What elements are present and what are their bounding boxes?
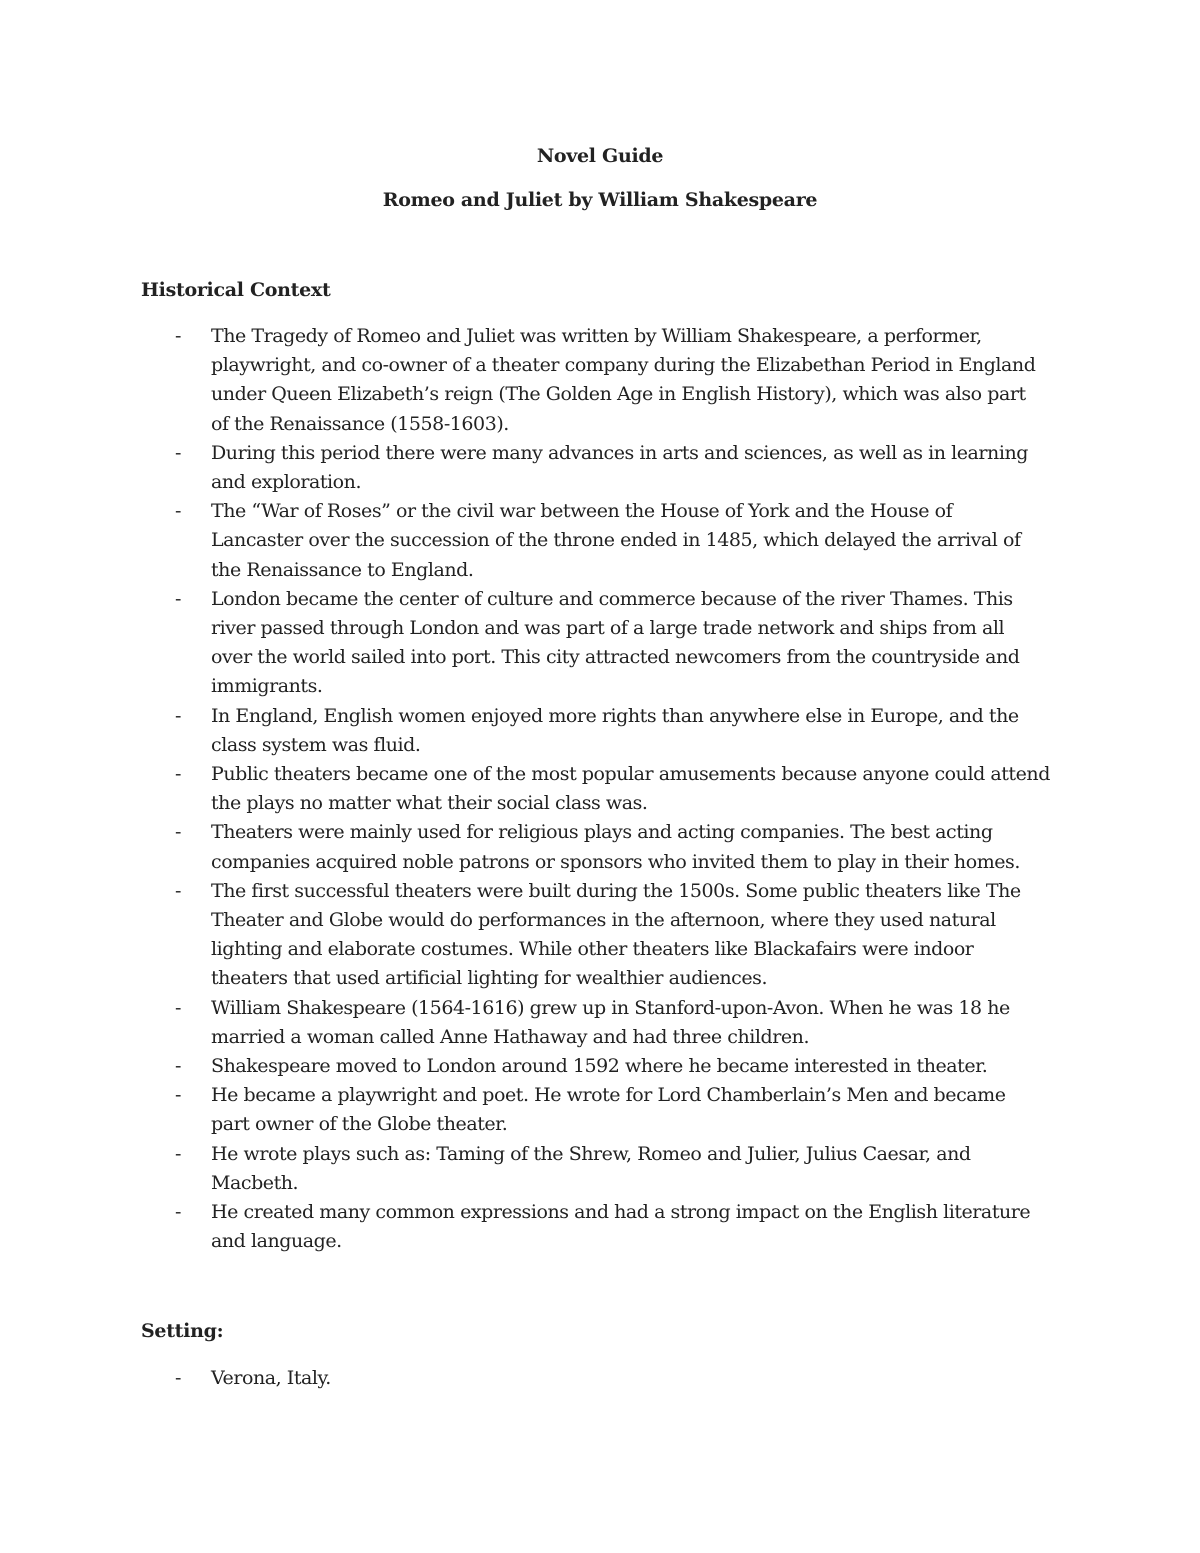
historical-context-list-item: [0, 497, 1061, 585]
document-subtitle: Romeo and Juliet by William Shakespeare: [382, 189, 818, 211]
list-item-line: He wrote plays such as: Taming of the Shrew, Romeo and Julier, Julius Caesar, and: [211, 1142, 971, 1165]
bullet-dash: -: [175, 879, 181, 902]
list-item-line: Theater and Globe would do performances in the afternoon, where they used natural: [211, 909, 996, 932]
list-item-line: Public theaters became one of the most popular amusements because anyone could attend: [211, 763, 1050, 786]
bullet-dash: -: [175, 441, 181, 464]
list-item-line: immigrants.: [211, 675, 323, 698]
list-item-line: class system was fluid.: [211, 733, 421, 756]
historical-context-list-item: [0, 760, 1061, 818]
list-item-line: The “War of Roses” or the civil war between the House of York and the House of: [211, 500, 953, 523]
bullet-dash: -: [175, 821, 181, 844]
list-item-line: companies acquired noble patrons or sponsors who invited them to play in their homes.: [211, 850, 1020, 873]
list-item-line: river passed through London and was part of a large trade network and ships from all: [211, 617, 1005, 640]
list-item-line: William Shakespeare (1564-1616) grew up in Stanford-upon-Avon. When he was 18 he: [211, 996, 1010, 1019]
bullet-dash: -: [175, 1055, 181, 1078]
list-item-line: over the world sailed into port. This city attracted newcomers from the countryside and: [211, 646, 1020, 669]
list-item-line: and exploration.: [211, 471, 362, 494]
list-item-line: Theaters were mainly used for religious plays and acting companies. The best acting: [211, 821, 993, 844]
bullet-dash: -: [175, 996, 181, 1019]
historical-context-list-item: [0, 818, 1061, 876]
bullet-dash: -: [175, 1201, 181, 1224]
list-item-line: London became the center of culture and commerce because of the river Thames. This: [211, 587, 1013, 610]
bullet-dash: -: [175, 1142, 181, 1165]
list-item-line: He became a playwright and poet. He wrote for Lord Chamberlain’s Men and became: [211, 1084, 1006, 1107]
list-item-line: theaters that used artificial lighting for wealthier audiences.: [211, 967, 768, 990]
list-item-line: The first successful theaters were built during the 1500s. Some public theaters like The: [211, 879, 1021, 902]
document-title: Novel Guide: [536, 145, 664, 167]
list-item-line: of the Renaissance (1558-1603).: [211, 412, 509, 435]
setting-list-item: [0, 1364, 1061, 1393]
list-item-line: Verona, Italy.: [211, 1367, 331, 1389]
historical-context-list-item: [0, 322, 1061, 439]
bullet-dash: -: [175, 1367, 181, 1389]
historical-context-list-item: [0, 702, 1061, 760]
bullet-dash: -: [175, 500, 181, 523]
historical-context-list-item: [0, 1081, 1061, 1139]
section-heading-historical-context: Historical Context: [141, 279, 331, 301]
historical-context-list-item: [0, 439, 1061, 497]
bullet-dash: -: [175, 587, 181, 610]
list-item-line: He created many common expressions and had a strong impact on the English literature: [211, 1201, 1031, 1224]
historical-context-list-item: [0, 1140, 1061, 1198]
bullet-dash: -: [175, 763, 181, 786]
historical-context-list-item: [0, 585, 1061, 702]
setting-list: [0, 1364, 1061, 1393]
list-item-line: married a woman called Anne Hathaway and had three children.: [211, 1025, 810, 1048]
list-item-line: and language.: [211, 1230, 342, 1253]
list-item-line: The Tragedy of Romeo and Juliet was written by William Shakespeare, a performer,: [211, 325, 982, 347]
list-item-line: In England, English women enjoyed more rights than anywhere else in Europe, and the: [211, 704, 1019, 727]
historical-context-list-item: [0, 1052, 1061, 1081]
list-item-line: under Queen Elizabeth’s reign (The Golden Age in English History), which was also part: [211, 383, 1026, 406]
bullet-dash: -: [175, 325, 181, 347]
list-item-line: Lancaster over the succession of the throne ended in 1485, which delayed the arrival of: [211, 529, 1021, 552]
list-item-line: the Renaissance to England.: [211, 558, 474, 581]
historical-context-list-item: [0, 1198, 1061, 1256]
historical-context-list-item: [0, 994, 1061, 1052]
bullet-dash: -: [175, 1084, 181, 1107]
bullet-dash: -: [175, 704, 181, 727]
list-item-line: the plays no matter what their social class was.: [211, 792, 648, 815]
historical-context-list-item: [0, 877, 1061, 994]
list-item-line: During this period there were many advances in arts and sciences, as well as in learning: [211, 441, 1028, 464]
list-item-line: lighting and elaborate costumes. While other theaters like Blackafairs were indoor: [211, 938, 974, 961]
list-item-line: playwright, and co-owner of a theater company during the Elizabethan Period in England: [211, 354, 1036, 377]
section-heading-setting: Setting:: [141, 1320, 224, 1342]
historical-context-list: [0, 322, 1061, 1257]
list-item-line: Shakespeare moved to London around 1592 where he became interested in theater.: [211, 1055, 988, 1078]
list-item-line: Macbeth.: [211, 1171, 299, 1194]
list-item-line: part owner of the Globe theater.: [211, 1113, 508, 1136]
